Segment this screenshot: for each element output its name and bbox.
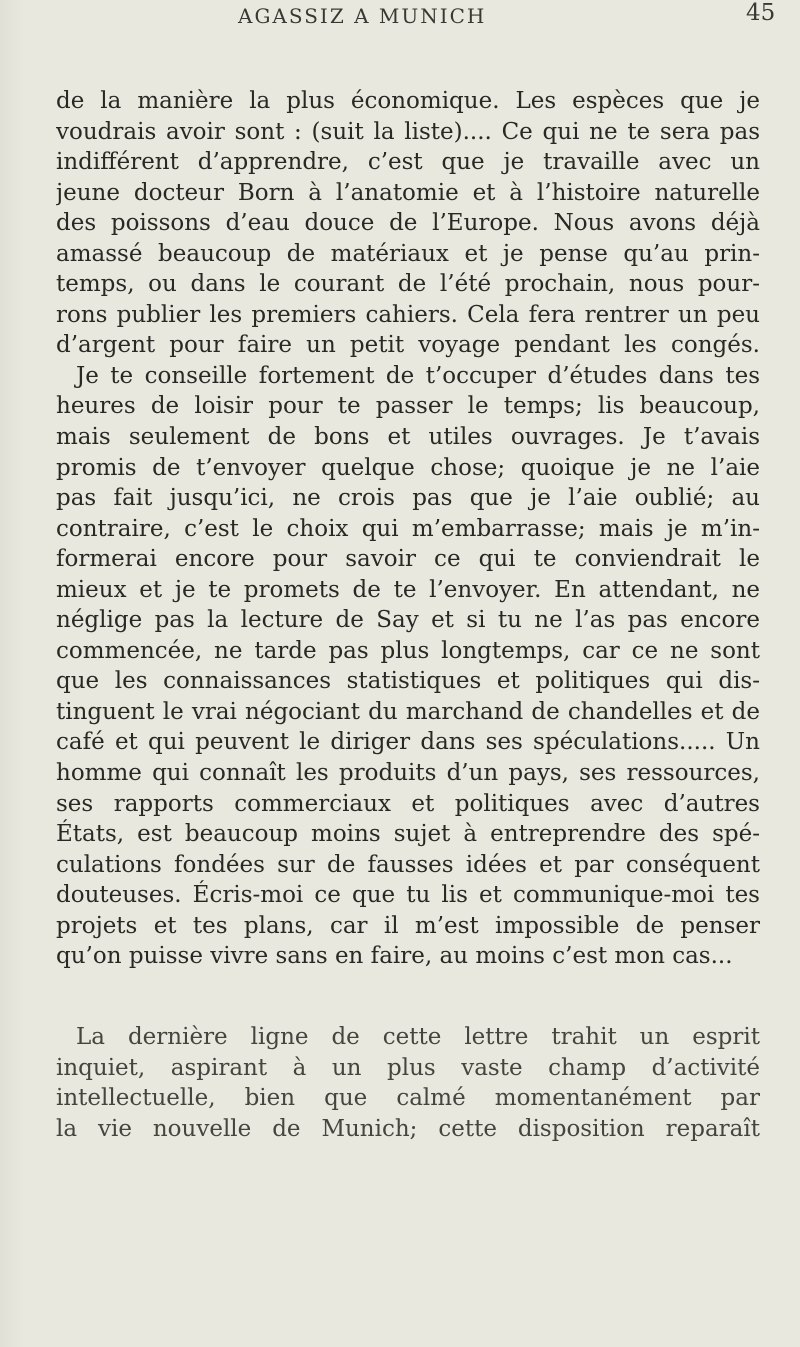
text-line: voudrais avoir sont : (suit la liste).... Ce qui ne te sera pas — [56, 118, 760, 145]
text-line: la vie nouvelle de Munich; cette disposition reparaît — [56, 1115, 760, 1142]
text-line: d’argent pour faire un petit voyage pendant les congés. — [56, 332, 760, 359]
text-line: qu’on puisse vivre sans en faire, au moins c’est mon cas... — [56, 943, 733, 970]
text-line: mieux et je te promets de te l’envoyer. En attendant, ne — [56, 576, 760, 603]
text-line: rons publier les premiers cahiers. Cela fera rentrer un peu — [56, 301, 760, 328]
text-line: intellectuelle, bien que calmé momentanément par — [56, 1085, 760, 1112]
text-line: temps, ou dans le courant de l’été prochain, nous pour- — [56, 271, 760, 298]
text-line: États, est beaucoup moins sujet à entreprendre des spé- — [56, 821, 760, 848]
text-line: douteuses. Écris-moi ce que tu lis et communique-moi tes — [56, 882, 760, 909]
text-line: néglige pas la lecture de Say et si tu ne l’as pas encore — [56, 607, 760, 634]
text-line: pas fait jusqu’ici, ne crois pas que je l’aie oublié; au — [56, 485, 760, 512]
text-line: La dernière ligne de cette lettre trahit un esprit — [76, 1024, 760, 1050]
text-line: commencée, ne tarde pas plus longtemps, car ce ne sont — [56, 637, 760, 664]
text-line: tinguent le vrai négociant du marchand de chandelles et de — [56, 698, 760, 725]
text-line: amassé beaucoup de matériaux et je pense qu’au prin- — [56, 240, 760, 267]
text-line: des poissons d’eau douce de l’Europe. Nous avons déjà — [56, 210, 760, 237]
page-gutter-shadow — [0, 0, 24, 1347]
text-line: heures de loisir pour te passer le temps; lis beaucoup, — [56, 393, 760, 420]
text-line: inquiet, aspirant à un plus vaste champ d’activité — [56, 1054, 760, 1081]
text-line: formerai encore pour savoir ce qui te conviendrait le — [56, 546, 760, 573]
text-line: jeune docteur Born à l’anatomie et à l’histoire naturelle — [56, 179, 760, 206]
running-header: AGASSIZ A MUNICH — [238, 4, 487, 28]
text-line: indifférent d’apprendre, c’est que je travaille avec un — [56, 149, 760, 176]
page-number: 45 — [746, 0, 776, 26]
text-line: projets et tes plans, car il m’est impossible de penser — [56, 912, 760, 939]
text-line: contraire, c’est le choix qui m’embarrasse; mais je m’in- — [56, 515, 760, 542]
text-line: homme qui connaît les produits d’un pays, ses ressources, — [56, 760, 760, 787]
text-line: café et qui peuvent le diriger dans ses spéculations..... Un — [56, 729, 760, 756]
text-line: culations fondées sur de fausses idées et par conséquent — [56, 851, 760, 878]
text-line: que les connaissances statistiques et politiques qui dis- — [56, 668, 760, 695]
text-line: de la manière la plus économique. Les espèces que je — [56, 88, 760, 114]
text-line: Je te conseille fortement de t’occuper d’études dans tes — [76, 362, 760, 389]
text-line: mais seulement de bons et utiles ouvrages. Je t’avais — [56, 424, 760, 451]
letter-excerpt — [56, 86, 760, 972]
text-line: ses rapports commerciaux et politiques avec d’autres — [56, 790, 760, 817]
text-line: promis de t’envoyer quelque chose; quoique je ne l’aie — [56, 454, 760, 481]
commentary-paragraph — [56, 1022, 760, 1144]
